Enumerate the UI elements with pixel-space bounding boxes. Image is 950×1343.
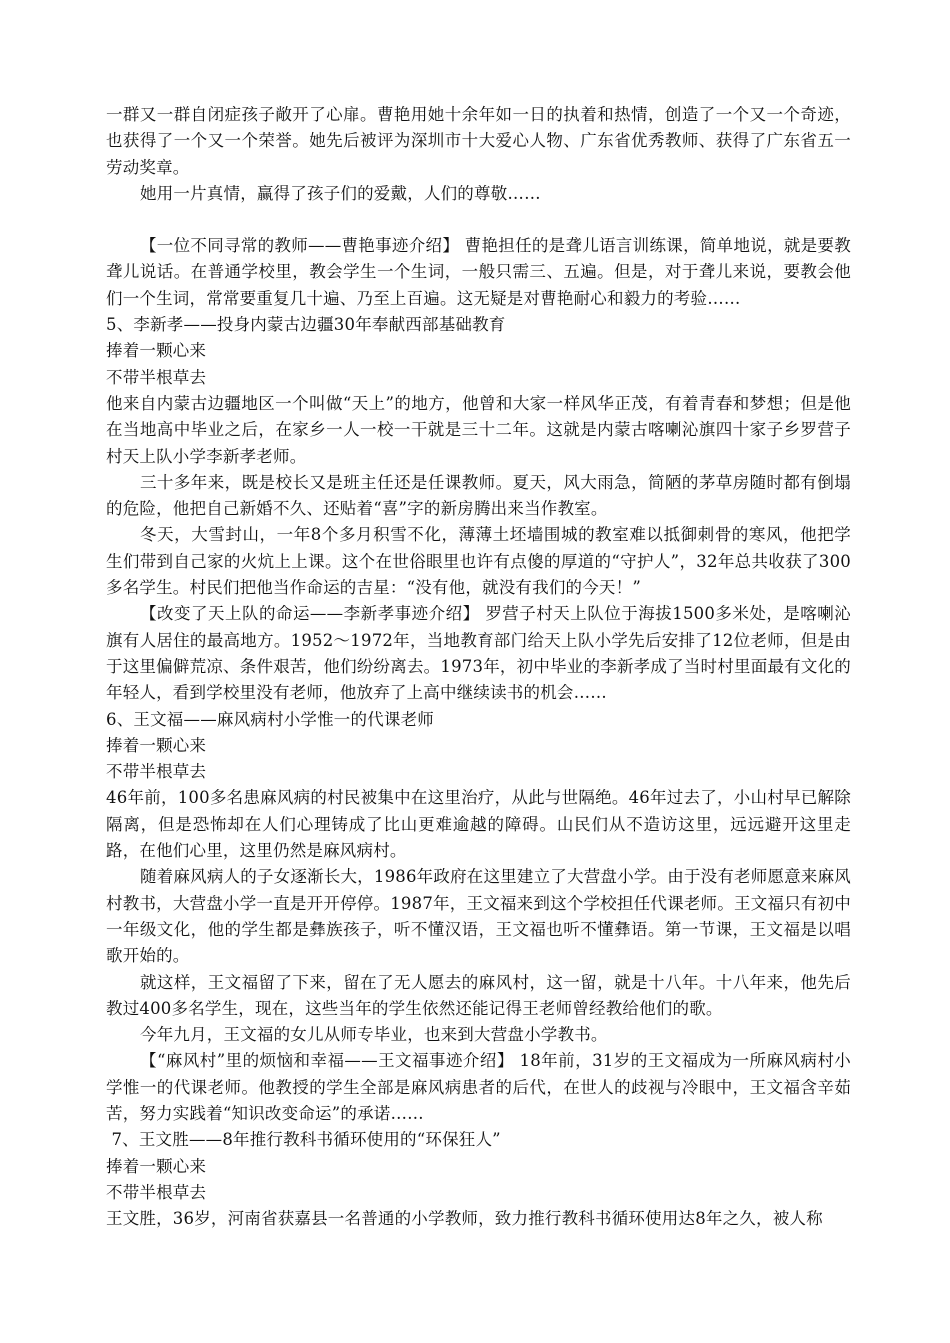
paragraph-caoyan-intro: 【一位不同寻常的教师——曹艳事迹介绍】 曹艳担任的是聋儿语言训练课，简单地说，就是要教聋儿说话。在普通学校里，教会学生一个生词，一般只需三、五遍。但是，对于聋儿来说，要教会他们一个生词，常常要重复几十遍、乃至上百遍。这无疑是对曹艳耐心和毅力的考验…… [106, 236, 851, 308]
motto-line-2: 不带半根草去 [106, 367, 207, 387]
motto-line-1: 捧着一颗心来 [106, 1156, 207, 1176]
section-heading-li-xinxiao: 5、李新孝——投身内蒙古边疆30年奉献西部基础教育 [106, 315, 506, 335]
paragraph-wensheng-intro: 王文胜，36岁，河南省获嘉县一名普通的小学教师，致力推行教科书循环使用达8年之久，被人称 [106, 1209, 823, 1229]
blank-line [106, 207, 851, 233]
paragraph-wang-school: 随着麻风病人的子女逐渐长大，1986年政府在这里建立了大营盘小学。由于没有老师愿意来麻风村教书，大营盘小学一直是开开停停。1987年，王文福来到这个学校担任代课老师。王文福只有初中一年级文化，他的学生都是彝族孩子，听不懂汉语，王文福也听不懂彝语。第一节课，王文福是以唱歌开始的。 [106, 867, 851, 966]
paragraph-wang-daughter: 今年九月，王文福的女儿从师专毕业，也来到大营盘小学教书。 [140, 1025, 608, 1045]
motto-line-2: 不带半根草去 [106, 762, 207, 782]
paragraph-li-origin: 他来自内蒙古边疆地区一个叫做“天上”的地方，他曾和大家一样风华正茂，有着青春和梦想；但是他在当地高中毕业之后，在家乡一人一校一干就是三十二年。这就是内蒙古喀喇沁旗四十家子乡罗营子村天上队小学李新孝老师。 [106, 393, 851, 466]
paragraph-caoyan-love: 她用一片真情，赢得了孩子们的爱戴，人们的尊敬…… [140, 183, 541, 203]
motto-line-1: 捧着一颗心来 [106, 341, 207, 361]
motto-line-2: 不带半根草去 [106, 1182, 207, 1202]
paragraph-li-intro: 【改变了天上队的命运——李新孝事迹介绍】 罗营子村天上队位于海拔1500多米处，是喀喇沁旗有人居住的最高地方。1952～1972年，当地教育部门给天上队小学先后安排了12位老师，但是由于这里偏僻荒凉、条件艰苦，他们纷纷离去。1973年，初中毕业的李新孝成了当时村里面最有文化的年轻人，看到学校里没有老师，他放弃了上高中继续读书的机会…… [106, 604, 851, 703]
document-page [106, 102, 851, 1232]
section-heading-wang-wensheng: 7、王文胜——8年推行教科书循环使用的“环保狂人” [106, 1130, 501, 1150]
paragraph-wang-history: 46年前，100多名患麻风病的村民被集中在这里治疗，从此与世隔绝。46年过去了，小山村早已解除隔离，但是恐怖却在人们心理铸成了比山更难逾越的障碍。山民们从不造访这里，远远避开这里走路，在他们心里，这里仍然是麻风病村。 [106, 788, 851, 861]
paragraph-wang-stay: 就这样，王文福留了下来，留在了无人愿去的麻风村，这一留，就是十八年。十八年来，他先后教过400多名学生，现在，这些当年的学生依然还能记得王老师曾经教给他们的歌。 [106, 972, 851, 1018]
paragraph-caoyan-honors: 一群又一群自闭症孩子敞开了心扉。曹艳用她十余年如一日的执着和热情，创造了一个又一个奇迹，也获得了一个又一个荣誉。她先后被评为深圳市十大爱心人物、广东省优秀教师、获得了广东省五一劳动奖章。 [106, 105, 851, 177]
motto-line-1: 捧着一颗心来 [106, 735, 207, 755]
paragraph-li-summer: 三十多年来，既是校长又是班主任还是任课教师。夏天，风大雨急，简陋的茅草房随时都有倒塌的危险，他把自己新婚不久、还贴着“喜”字的新房腾出来当作教室。 [106, 472, 851, 519]
section-heading-wang-wenfu: 6、王文福——麻风病村小学惟一的代课老师 [106, 709, 434, 729]
paragraph-li-winter: 冬天，大雪封山，一年8个多月积雪不化，薄薄土坯墙围城的教室难以抵御刺骨的寒风，他把学生们带到自己家的火炕上上课。这个在世俗眼里也许有点傻的厚道的“守护人”，32年总共收获了300多名学生。村民们把他当作命运的吉星：“没有他，就没有我们的今天！” [106, 525, 851, 598]
paragraph-wang-intro: 【“麻风村”里的烦恼和幸福——王文福事迹介绍】 18年前，31岁的王文福成为一所麻风病村小学惟一的代课老师。他教授的学生全部是麻风病患者的后代，在世人的歧视与冷眼中，王文福含辛茹苦，努力实践着“知识改变命运”的承诺…… [106, 1051, 851, 1123]
